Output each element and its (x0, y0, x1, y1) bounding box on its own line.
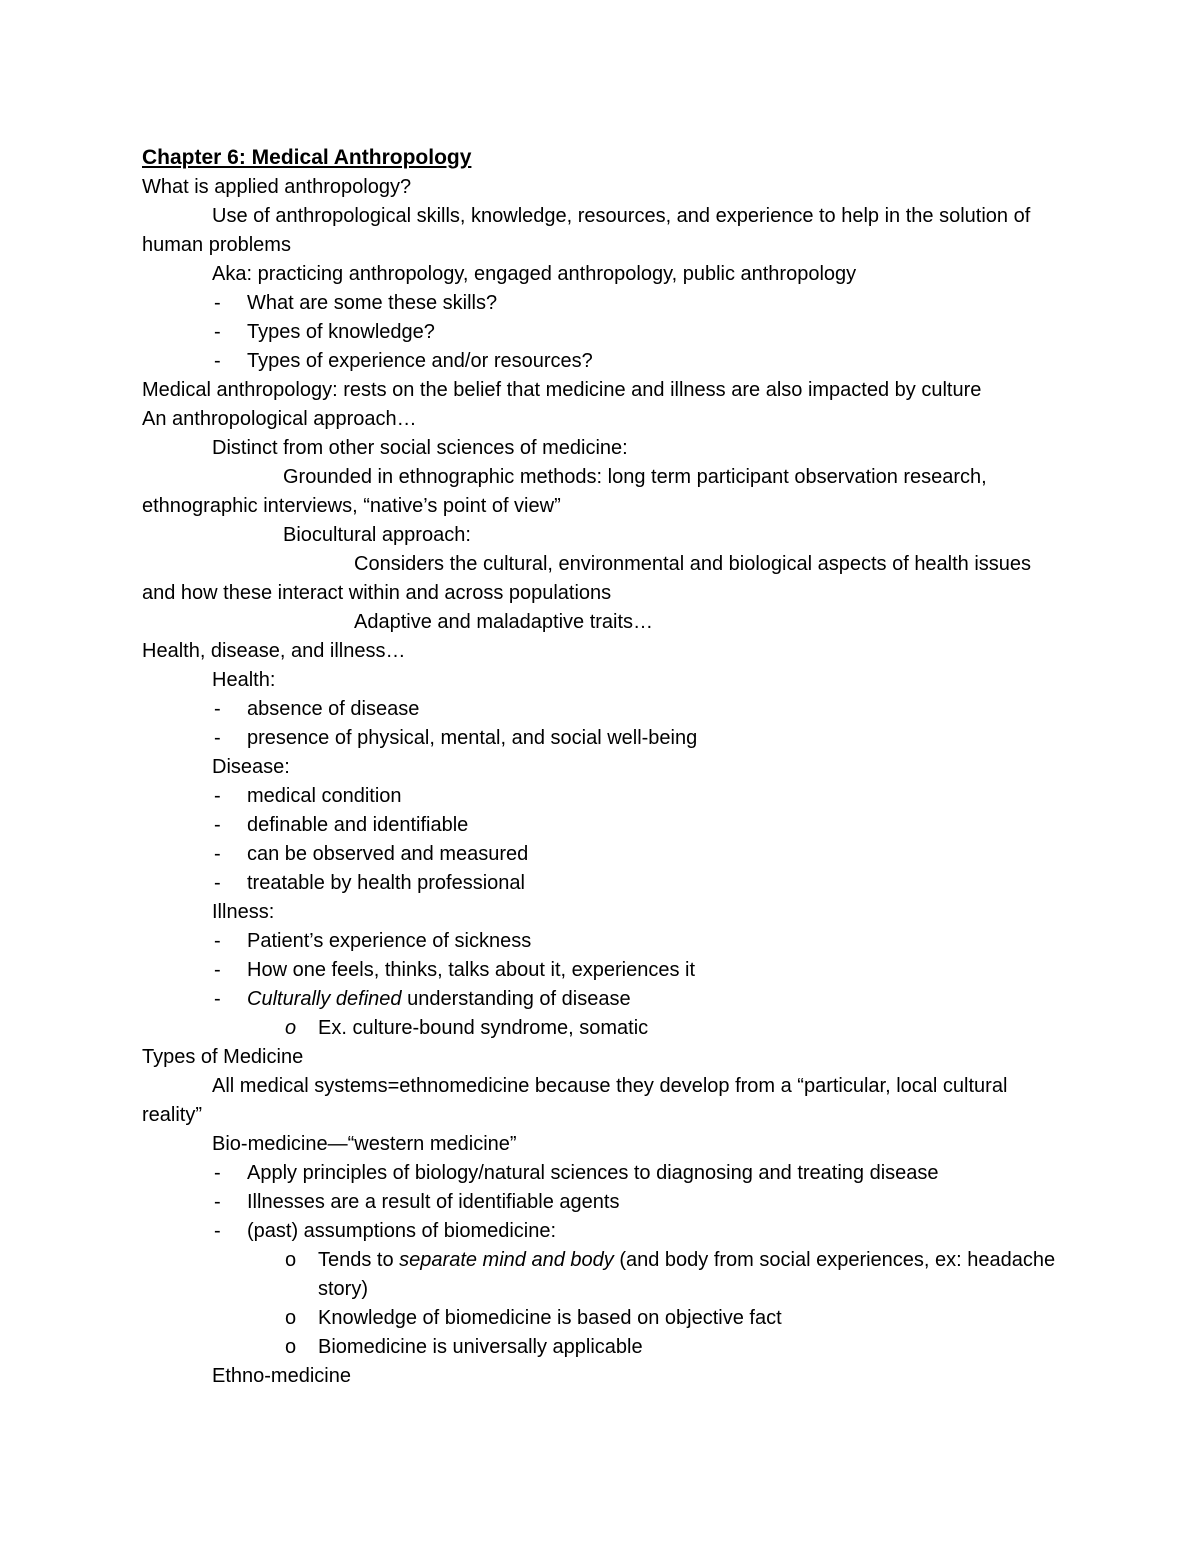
sub-bullet-mark: o (285, 1307, 297, 1329)
sub-list-item-text: Ex. culture-bound syndrome, somatic (318, 1017, 649, 1039)
health-label: Health: (212, 669, 276, 691)
list-item (142, 840, 1062, 869)
list-item-text: Types of experience and/or resources? (247, 350, 593, 372)
list-item (142, 811, 1062, 840)
page-title: Chapter 6: Medical Anthropology (142, 146, 472, 169)
list-item-text: Types of knowledge? (247, 321, 435, 343)
grounded-paragraph: Grounded in ethnographic methods: long term participant observation research, ethnographic interviews, “native’s point of view” (142, 466, 987, 517)
list-item (142, 927, 1062, 956)
list-item-text: can be observed and measured (247, 843, 529, 865)
sub-bullet-mark: o (285, 1336, 297, 1358)
list-item-text: definable and identifiable (247, 814, 469, 836)
list-item-text: (past) assumptions of biomedicine: (247, 1220, 557, 1242)
bullet-dash: - (214, 843, 221, 865)
sub-list-item-text: Knowledge of biomedicine is based on objective fact (318, 1307, 782, 1329)
sub-bullet-mark: o (285, 1017, 297, 1039)
considers-paragraph: Considers the cultural, environmental and biological aspects of health issues and how these interact within and across populations (142, 553, 1032, 604)
list-item-text: treatable by health professional (247, 872, 525, 894)
sub-list-item (142, 1246, 1062, 1304)
bullet-dash: - (214, 292, 221, 314)
bullet-dash: - (214, 1220, 221, 1242)
bullet-dash: - (214, 814, 221, 836)
aka-line: Aka: practicing anthropology, engaged anthropology, public anthropology (212, 263, 857, 285)
illness-label: Illness: (212, 901, 275, 923)
list-item-text: Illnesses are a result of identifiable agents (247, 1191, 620, 1213)
disease-label: Disease: (212, 756, 290, 778)
adaptive-line: Adaptive and maladaptive traits… (354, 611, 654, 633)
types-of-medicine-heading: Types of Medicine (142, 1046, 304, 1068)
list-item-text: How one feels, thinks, talks about it, experiences it (247, 959, 696, 981)
list-item (142, 289, 1062, 318)
list-item-text: absence of disease (247, 698, 420, 720)
list-item (142, 869, 1062, 898)
list-item-text: Apply principles of biology/natural sciences to diagnosing and treating disease (247, 1162, 939, 1184)
bullet-dash: - (214, 872, 221, 894)
approach-line: An anthropological approach… (142, 408, 417, 430)
all-systems-paragraph: All medical systems=ethnomedicine because they develop from a “particular, local cultural reality” (142, 1075, 1008, 1126)
list-item-text: presence of physical, mental, and social well-being (247, 727, 698, 749)
bullet-dash: - (214, 959, 221, 981)
sub-list-item (142, 1014, 1062, 1043)
list-item (142, 985, 1062, 1014)
ethno-medicine-label: Ethno-medicine (212, 1365, 351, 1387)
list-item (142, 724, 1062, 753)
list-item (142, 318, 1062, 347)
list-item (142, 956, 1062, 985)
list-item-text: medical condition (247, 785, 402, 807)
list-item (142, 695, 1062, 724)
list-item (142, 1188, 1062, 1217)
bullet-dash: - (214, 321, 221, 343)
list-item (142, 782, 1062, 811)
sub-list-item-text: Biomedicine is universally applicable (318, 1336, 643, 1358)
list-item-text: understanding of disease (401, 988, 631, 1010)
bullet-dash: - (214, 930, 221, 952)
sub-list-item (142, 1333, 1062, 1362)
bullet-dash: - (214, 988, 221, 1010)
bullet-dash: - (214, 727, 221, 749)
document-body (142, 143, 1062, 1391)
bullet-dash: - (214, 1162, 221, 1184)
bio-medicine-label: Bio-medicine—“western medicine” (212, 1133, 517, 1155)
sub-list-item-text: Tends to (318, 1249, 400, 1271)
list-item-text: What are some these skills? (247, 292, 498, 314)
sub-list-item-text: (and body from social experiences, ex: headache story) (318, 1249, 1056, 1300)
distinct-line: Distinct from other social sciences of medicine: (212, 437, 628, 459)
bullet-dash: - (214, 785, 221, 807)
emphasis-text: Culturally defined (247, 988, 402, 1010)
bullet-dash: - (214, 1191, 221, 1213)
applied-definition: Use of anthropological skills, knowledge, resources, and experience to help in the solution of human problems (142, 205, 1031, 256)
bullet-dash: - (214, 698, 221, 720)
sub-bullet-mark: o (285, 1249, 297, 1271)
list-item (142, 1217, 1062, 1246)
applied-question: What is applied anthropology? (142, 176, 412, 198)
emphasis-text: separate mind and body (399, 1249, 614, 1271)
list-item-text: Patient’s experience of sickness (247, 930, 532, 952)
list-item (142, 347, 1062, 376)
sub-list-item (142, 1304, 1062, 1333)
biocultural-line: Biocultural approach: (283, 524, 471, 546)
health-disease-illness-heading: Health, disease, and illness… (142, 640, 406, 662)
medical-anthropology-line: Medical anthropology: rests on the belief that medicine and illness are also impacted by culture (142, 379, 982, 401)
bullet-dash: - (214, 350, 221, 372)
list-item (142, 1159, 1062, 1188)
